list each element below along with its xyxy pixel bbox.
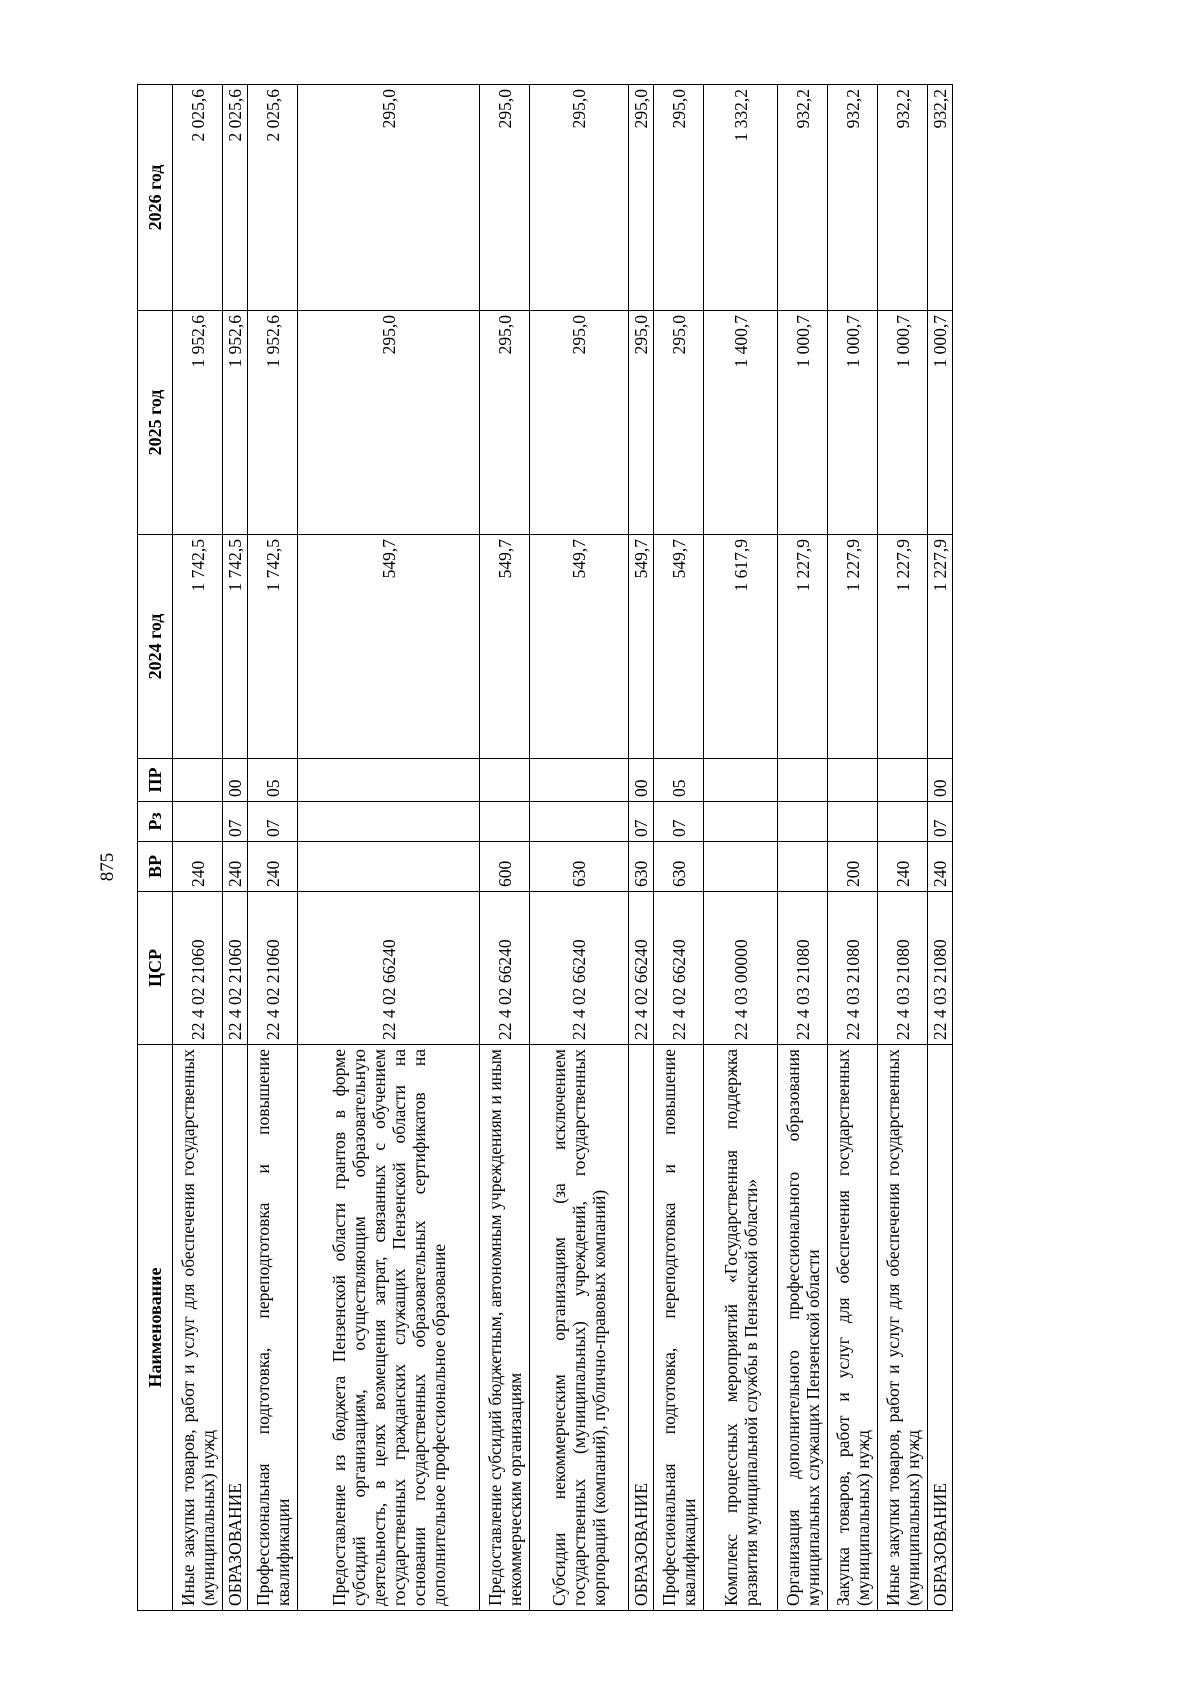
- cell-csr: 22 4 02 21060: [248, 892, 298, 1045]
- cell-csr: 22 4 03 21080: [928, 892, 953, 1045]
- table-header-row: [138, 85, 173, 1611]
- table-row: [704, 85, 778, 1611]
- cell-2024: 549,7: [530, 535, 629, 759]
- cell-2025: 295,0: [654, 311, 704, 535]
- cell-rz: 07: [629, 802, 654, 842]
- cell-2024: 549,7: [629, 535, 654, 759]
- header-2026: 2026 год: [138, 85, 173, 311]
- cell-csr: 22 4 03 00000: [704, 892, 778, 1045]
- cell-2026: 1 332,2: [704, 85, 778, 311]
- cell-2024: 1 742,5: [223, 535, 248, 759]
- header-name: Наименование: [138, 1045, 173, 1611]
- cell-pr: [530, 759, 629, 802]
- cell-2026: 2 025,6: [223, 85, 248, 311]
- cell-pr: [704, 759, 778, 802]
- cell-pr: 05: [248, 759, 298, 802]
- table-row: [173, 85, 223, 1611]
- cell-name: Профессиональная подготовка, переподготовка и повышение квалификации: [248, 1045, 298, 1611]
- cell-vr: [704, 842, 778, 892]
- cell-csr: 22 4 03 21080: [828, 892, 878, 1045]
- cell-name: Комплекс процессных мероприятий «Государственная поддержка развития муниципальной службы в Пензенской области»: [704, 1045, 778, 1611]
- cell-csr: 22 4 03 21080: [778, 892, 828, 1045]
- cell-rz: [828, 802, 878, 842]
- cell-pr: 00: [629, 759, 654, 802]
- cell-name: Предоставление из бюджета Пензенской области грантов в форме субсидий организациям, осуществляющим образовательную деятельность, в целях возмещения затрат, связанных с обучением государственных гражданских служащих Пензенской области на основании государственных образовательных сертификатов на дополнительное профессиональное образование: [298, 1045, 480, 1611]
- rotated-page-content: [137, 85, 1066, 1611]
- cell-csr: 22 4 02 21060: [173, 892, 223, 1045]
- cell-2025: 1 000,7: [878, 311, 928, 535]
- cell-2025: 295,0: [629, 311, 654, 535]
- cell-rz: [778, 802, 828, 842]
- cell-2024: 549,7: [298, 535, 480, 759]
- header-rz: Рз: [138, 802, 173, 842]
- cell-2026: 295,0: [298, 85, 480, 311]
- cell-2025: 1 952,6: [223, 311, 248, 535]
- cell-2025: 1 000,7: [828, 311, 878, 535]
- cell-2024: 1 617,9: [704, 535, 778, 759]
- cell-name: Субсидии некоммерческим организациям (за исключением государственных (муниципальных) учреждений, государственных корпораций (компаний), публично-правовых компаний): [530, 1045, 629, 1611]
- cell-2025: 1 952,6: [173, 311, 223, 535]
- cell-2026: 932,2: [878, 85, 928, 311]
- table-row: [629, 85, 654, 1611]
- cell-name: Закупка товаров, работ и услуг для обеспечения государственных (муниципальных) нужд: [828, 1045, 878, 1611]
- cell-rz: 07: [654, 802, 704, 842]
- cell-name: ОБРАЗОВАНИЕ: [928, 1045, 953, 1611]
- cell-pr: [778, 759, 828, 802]
- cell-rz: [173, 802, 223, 842]
- cell-2026: 295,0: [629, 85, 654, 311]
- budget-table: [137, 84, 953, 1611]
- cell-pr: 00: [928, 759, 953, 802]
- header-2025: 2025 год: [138, 311, 173, 535]
- cell-2025: 295,0: [298, 311, 480, 535]
- cell-name: ОБРАЗОВАНИЕ: [223, 1045, 248, 1611]
- cell-csr: 22 4 02 66240: [480, 892, 530, 1045]
- cell-csr: 22 4 02 66240: [654, 892, 704, 1045]
- table-row: [878, 85, 928, 1611]
- table-row: [778, 85, 828, 1611]
- cell-2024: 1 227,9: [878, 535, 928, 759]
- page-number: 875: [97, 852, 118, 882]
- cell-2024: 1 227,9: [828, 535, 878, 759]
- cell-vr: 630: [530, 842, 629, 892]
- cell-vr: 240: [928, 842, 953, 892]
- cell-2024: 1 227,9: [778, 535, 828, 759]
- table-row: [530, 85, 629, 1611]
- header-vr: ВР: [138, 842, 173, 892]
- cell-vr: 240: [223, 842, 248, 892]
- cell-pr: [480, 759, 530, 802]
- cell-rz: [704, 802, 778, 842]
- cell-2024: 549,7: [654, 535, 704, 759]
- cell-2024: 1 742,5: [248, 535, 298, 759]
- cell-vr: 200: [828, 842, 878, 892]
- cell-pr: [828, 759, 878, 802]
- cell-2026: 932,2: [778, 85, 828, 311]
- header-2024: 2024 год: [138, 535, 173, 759]
- table-row: [248, 85, 298, 1611]
- cell-2025: 295,0: [480, 311, 530, 535]
- cell-vr: 240: [173, 842, 223, 892]
- cell-csr: 22 4 02 21060: [223, 892, 248, 1045]
- cell-name: Иные закупки товаров, работ и услуг для обеспечения государственных (муниципальных) нужд: [878, 1045, 928, 1611]
- cell-vr: [298, 842, 480, 892]
- table-row: [928, 85, 953, 1611]
- cell-2025: 1 400,7: [704, 311, 778, 535]
- cell-pr: 05: [654, 759, 704, 802]
- table-row: [654, 85, 704, 1611]
- cell-csr: 22 4 02 66240: [530, 892, 629, 1045]
- header-pr: ПР: [138, 759, 173, 802]
- cell-name: ОБРАЗОВАНИЕ: [629, 1045, 654, 1611]
- cell-2026: 2 025,6: [173, 85, 223, 311]
- cell-vr: 240: [878, 842, 928, 892]
- cell-2024: 549,7: [480, 535, 530, 759]
- cell-rz: [480, 802, 530, 842]
- cell-2025: 1 952,6: [248, 311, 298, 535]
- cell-2026: 932,2: [828, 85, 878, 311]
- cell-rz: 07: [928, 802, 953, 842]
- cell-vr: 630: [629, 842, 654, 892]
- cell-2024: 1 742,5: [173, 535, 223, 759]
- cell-rz: [530, 802, 629, 842]
- cell-2026: 295,0: [530, 85, 629, 311]
- cell-2025: 1 000,7: [778, 311, 828, 535]
- cell-rz: 07: [223, 802, 248, 842]
- cell-vr: 240: [248, 842, 298, 892]
- cell-2024: 1 227,9: [928, 535, 953, 759]
- cell-rz: 07: [248, 802, 298, 842]
- cell-2025: 295,0: [530, 311, 629, 535]
- cell-name: Профессиональная подготовка, переподготовка и повышение квалификации: [654, 1045, 704, 1611]
- table-row: [828, 85, 878, 1611]
- cell-csr: 22 4 03 21080: [878, 892, 928, 1045]
- cell-pr: 00: [223, 759, 248, 802]
- cell-pr: [878, 759, 928, 802]
- cell-name: Организация дополнительного профессионального образования муниципальных служащих Пензенской области: [778, 1045, 828, 1611]
- cell-pr: [173, 759, 223, 802]
- table-row: [480, 85, 530, 1611]
- table-row: [223, 85, 248, 1611]
- cell-csr: 22 4 02 66240: [298, 892, 480, 1045]
- table-row: [298, 85, 480, 1611]
- header-csr: ЦСР: [138, 892, 173, 1045]
- cell-vr: 630: [654, 842, 704, 892]
- cell-vr: 600: [480, 842, 530, 892]
- cell-vr: [778, 842, 828, 892]
- cell-2026: 932,2: [928, 85, 953, 311]
- cell-name: Иные закупки товаров, работ и услуг для обеспечения государственных (муниципальных) нужд: [173, 1045, 223, 1611]
- cell-csr: 22 4 02 66240: [629, 892, 654, 1045]
- cell-name: Предоставление субсидий бюджетным, автономным учреждениям и иным некоммерческим организациям: [480, 1045, 530, 1611]
- cell-2026: 2 025,6: [248, 85, 298, 311]
- cell-2026: 295,0: [654, 85, 704, 311]
- cell-rz: [298, 802, 480, 842]
- cell-2026: 295,0: [480, 85, 530, 311]
- cell-rz: [878, 802, 928, 842]
- cell-pr: [298, 759, 480, 802]
- cell-2025: 1 000,7: [928, 311, 953, 535]
